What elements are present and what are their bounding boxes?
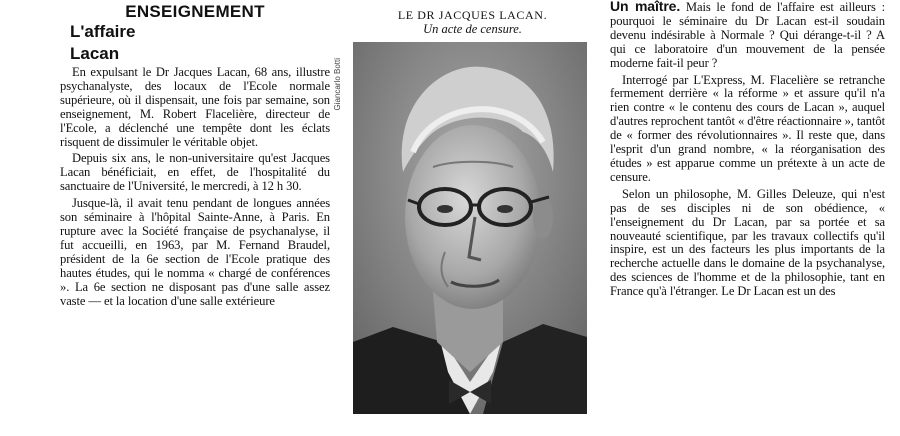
paragraph-5: Interrogé par L'Express, M. Flacelière se retranche fermement derrière « la réforme » et assure qu'il n'a rien contre « le contenu des cours de Lacan », auquel d'autres reprochent tantôt « d'être réactionnaire », tantôt de « former des révolutionnaires ». Il reste que, dans l'esprit d'un grand nombre, « la réorganisation des études » est apparue comme un prétexte à un acte de censure. <box>610 72 885 184</box>
paragraph-4 <box>610 0 885 71</box>
portrait-illustration <box>353 42 587 414</box>
photo-caption-name: LE DR JACQUES LACAN. <box>397 8 548 22</box>
paragraph-2: Depuis six ans, le non-universitaire qu'est Jacques Lacan bénéficiait, en effet, de l'hospitalité du sanctuaire de l'Université, le mercredi, à 12 h 30. <box>60 151 330 194</box>
section-title: ENSEIGNEMENT <box>125 2 265 21</box>
right-column <box>610 0 885 299</box>
photo-column <box>333 0 600 414</box>
photo-credit: Giancarlo Botti <box>333 58 342 111</box>
headline-line-2: Lacan <box>70 44 120 63</box>
paragraph-3: Jusque-là, il avait tenu pendant de longues années son séminaire à l'hôpital Sainte-Anne, à Paris. En rupture avec la Société française de psychanalyse, il fut accueilli, en 1963, par M. Fernand Braudel, président de la 6e section de l'Ecole pratique des hautes études, qui le nomma « chargé de conférences ». La 6e section ne disposant pas d'une salle assez vaste — et la location d'une salle extérieure <box>60 196 330 308</box>
left-column <box>60 0 330 308</box>
paragraph-1: En expulsant le Dr Jacques Lacan, 68 ans, illustre psychanalyste, des locaux de l'Ecole normale supérieure, où il dispensait, une fois par semaine, son enseignement, M. Robert Flacelière, directeur de l'Ecole, a déclenché une tempête dont les éclats risquent de dissimuler le véritable objet. <box>60 65 330 149</box>
headline-line-1: L'affaire <box>70 22 136 41</box>
portrait-photo <box>353 42 587 414</box>
paragraph-4-text: Mais le fond de l'affaire est ailleurs : pourquoi le séminaire du Dr Lacan est-il soudain devenu indésirable à Normale ? Qui dérange-t-il ? A qui ce laboratoire d'un mouvement de la pensée moderne fait-il peur ? <box>610 0 885 70</box>
photo-caption-subtitle: Un acte de censure. <box>423 22 522 36</box>
paragraph-6: Selon un philosophe, M. Gilles Deleuze, qui n'est pas de ses disciples ni de son obédience, « l'enseignement du Dr Lacan, par sa portée et sa nouveauté scientifique, par les travaux collectifs qu'il inspire, est un des facteurs les plus importants de la recherche actuelle dans le domaine de la psychanalyse, des sciences de l'homme et de la philosophie, tant en France qu'à l'étranger. Le Dr Lacan est un des <box>610 186 885 299</box>
subheading-lead: Un maître. <box>610 0 681 14</box>
